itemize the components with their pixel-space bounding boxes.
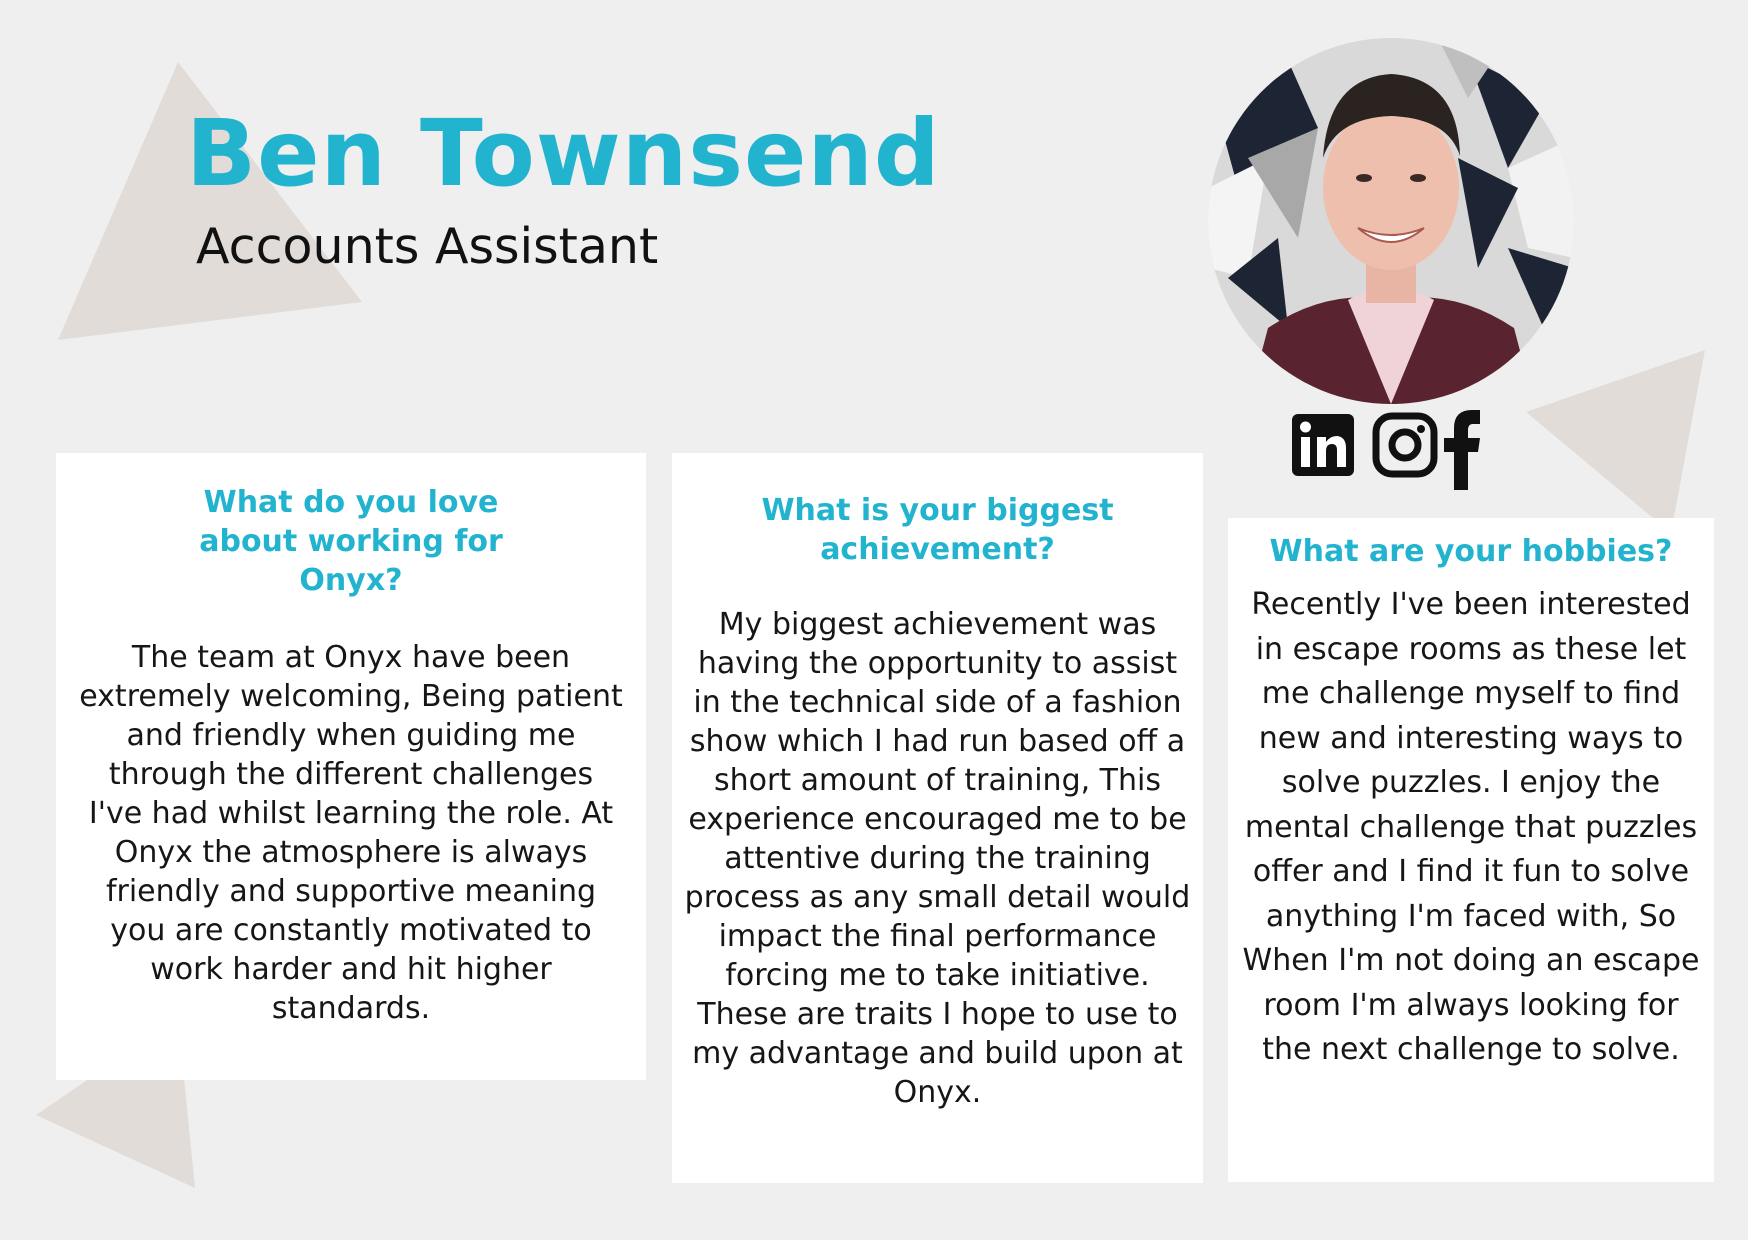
card-hobbies xyxy=(1228,518,1714,1182)
instagram-icon[interactable] xyxy=(1372,412,1438,478)
facebook-icon[interactable] xyxy=(1442,408,1482,490)
profile-role: Accounts Assistant xyxy=(196,218,659,275)
card-biggest-achievement xyxy=(672,453,1203,1183)
profile-photo xyxy=(1208,38,1574,404)
card-question: What are your hobbies? xyxy=(1269,534,1673,569)
card-love-working xyxy=(56,453,646,1080)
card-answer: The team at Onyx have been extremely welcoming, Being patient and friendly when guiding me through the different challenges I've had whilst learning the role. At Onyx the atmosphere is always friendly and supportive meaning you are constantly motivated to work harder and hit higher standards. xyxy=(79,640,623,1026)
linkedin-icon[interactable] xyxy=(1292,412,1358,478)
card-question: What is your biggest achievement? xyxy=(761,493,1114,567)
card-answer: My biggest achievement was having the opportunity to assist in the technical side of a fashion show which I had run based off a short amount of training, This experience encouraged me to be attentive during the training process as any small detail would impact the final performance forcing me to take initiative. These are traits I hope to use to my advantage and build upon at Onyx. xyxy=(684,607,1191,1110)
profile-name: Ben Townsend xyxy=(186,100,941,207)
social-links xyxy=(1292,412,1492,496)
card-question: What do you love about working for Onyx? xyxy=(199,485,503,598)
card-answer: Recently I've been interested in escape rooms as these let me challenge myself to find new and interesting ways to solve puzzles. I enjoy the mental challenge that puzzles offer and I find it fun to solve anything I'm faced with, So When I'm not doing an escape room I'm always looking for the next challenge to solve. xyxy=(1242,587,1700,1067)
